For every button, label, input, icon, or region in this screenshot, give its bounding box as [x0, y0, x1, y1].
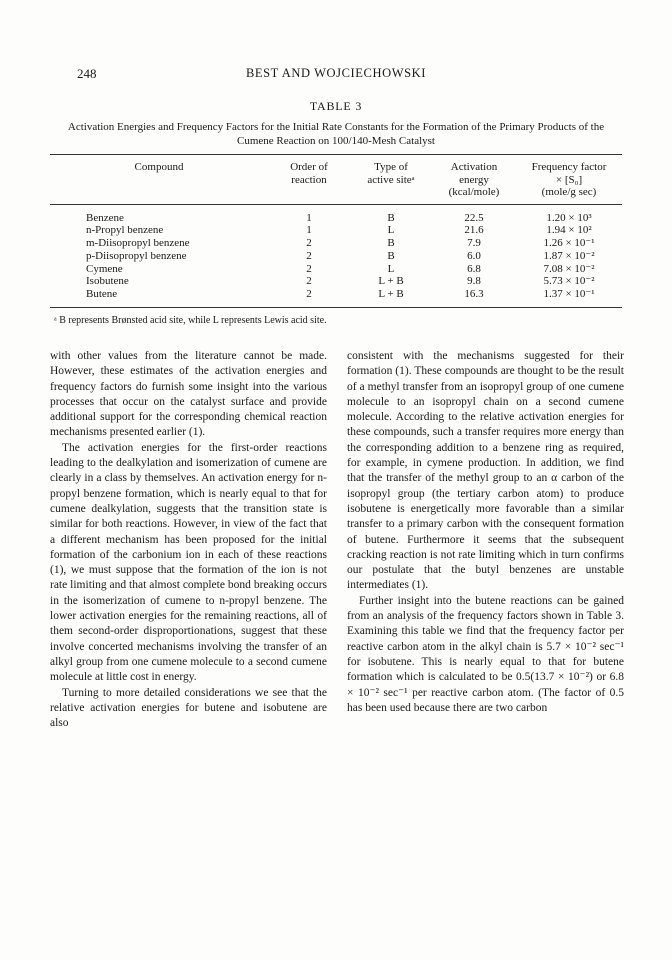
table-row [50, 237, 622, 250]
cell-compound: Butene [86, 288, 118, 301]
page-number: 248 [77, 66, 97, 81]
cell-compound: Cymene [86, 262, 123, 275]
cell-compound: n-Propyl benzene [86, 224, 164, 237]
table-row [50, 275, 622, 288]
body-text [50, 349, 624, 731]
cell-site: B [387, 211, 395, 224]
running-head [77, 66, 595, 84]
cell-site: B [387, 237, 395, 250]
cell-freq: 1.94 × 10² [546, 224, 592, 237]
cell-energy: 6.0 [467, 249, 481, 262]
cell-freq: 1.87 × 10⁻² [543, 249, 595, 262]
cell-order: 2 [306, 288, 312, 301]
cell-order: 2 [306, 275, 312, 288]
cell-freq: 1.20 × 10³ [546, 211, 592, 224]
cell-site: L + B [378, 288, 404, 301]
cell-energy: 21.6 [464, 224, 484, 237]
column-header-activation-energy [432, 155, 516, 205]
table-row [50, 224, 622, 237]
column-header-line: reaction [291, 173, 327, 186]
paragraph: Turning to more detailed considerations we see that the relative activation energies for butene and isobutene are also [50, 686, 327, 730]
table-label: TABLE 3 [309, 99, 363, 113]
column-header-line: energy [459, 173, 489, 186]
table-3 [50, 99, 622, 327]
paragraph: The activation energies for the first-order reactions leading to the dealkylation and isomerization of cumene are clearly in a class by themselves. An activation energy for n-propyl benzene formation, which is nearly equal to that for cumene dealkylation, suggests that the transition state is similar for both reactions. However, in view of the fact that a different mechanism has been proposed for the initial formation of the carbonium ion in each of these reactions (1), we must suppose that the formation of the ion is not rate limiting and that almost complete bond breaking occurs in the isomerization of cumene to n-propyl benzene. The lower activation energies for the remaining reactions, all of them second-order disproportionations, suggest that these involve concerted mechanisms involving the transfer of an alkyl group from one cumene molecule to a second cumene molecule at little cost in energy. [50, 441, 327, 684]
paragraph: with other values from the literature cannot be made. However, these estimates of the activation energies and frequency factors do furnish some insight into the various processes that occur on the catalyst surface and provide additional support for the corresponding chemical reaction mechanisms presented earlier (1). [50, 350, 327, 439]
column-header-line: active siteᵃ [367, 173, 415, 186]
column-header-line: (mole/g sec) [541, 186, 597, 198]
column-header-line: Activation [450, 161, 498, 173]
paragraph: Further insight into the butene reactions can be gained from an analysis of the frequency factors shown in Table 3. Examining this table we find that the frequency factor per reactive carbon atom in the alkyl chain is 5.7 × 10⁻² sec⁻¹ for isobutene. This is nearly equal to that for butene formation which is calculated to be 0.5(13.7 × 10⁻²) or 6.8 × 10⁻² sec⁻¹ per reactive carbon atom. (The factor of 0.5 has been used because there are two carbon [347, 594, 624, 714]
column-header-line: (kcal/mole) [448, 186, 500, 198]
cell-site: L [387, 224, 395, 237]
table-row [50, 204, 622, 224]
cell-energy: 16.3 [464, 288, 484, 301]
table-caption: Activation Energies and Frequency Factors for the Initial Rate Constants for the Formation of the Primary Products of the Cumene Reaction on 100/140-Mesh Catalyst [67, 121, 605, 147]
cell-freq: 5.73 × 10⁻² [543, 275, 595, 288]
column-header-line: Frequency factor [531, 161, 607, 173]
column-header-line: Order of [290, 161, 328, 173]
cell-order: 2 [306, 249, 312, 262]
table-body [50, 204, 622, 308]
column-header-compound [50, 155, 268, 205]
cell-freq: 1.26 × 10⁻¹ [543, 237, 595, 250]
table-row [50, 288, 622, 307]
cell-order: 1 [306, 224, 312, 237]
cell-energy: 7.9 [467, 237, 481, 250]
column-header-line: × [S₀] [555, 173, 583, 186]
cell-energy: 9.8 [467, 275, 481, 288]
column-header-line: Type of [374, 161, 408, 173]
cell-freq: 7.08 × 10⁻² [543, 262, 595, 275]
cell-compound: Benzene [86, 211, 124, 224]
cell-site: L [387, 262, 395, 275]
cell-compound: p-Diisopropyl benzene [86, 249, 187, 262]
column-header-order [268, 155, 350, 205]
cell-order: 2 [306, 237, 312, 250]
right-column [347, 349, 624, 731]
left-column [50, 349, 327, 731]
table-row [50, 250, 622, 263]
paragraph: consistent with the mechanisms suggested for their formation (1). These compounds are thought to be the result of a methyl transfer from an isopropyl group of one cumene molecule to an isopropyl chain on a second cumene molecule. According to the relative activation energies for these compounds, such a transfer requires more energy than the corresponding addition to a benzene ring as required, for example, in cymene production. In addition, we find that the transfer of the methyl group to an α carbon of the isopropyl group (the tertiary carbon atom) to produce isobutene is energetically more favorable than a similar transfer to a primary carbon with the consequent formation of butene. Furthermore it seems that the subsequent cracking reaction is not rate limiting which in turn confirms our postulate that the butyl benzenes are unstable intermediates (1). [347, 350, 624, 592]
column-header-frequency-factor [516, 155, 622, 205]
cell-compound: m-Diisopropyl benzene [86, 237, 190, 250]
cell-order: 1 [306, 211, 312, 224]
cell-energy: 6.8 [467, 262, 481, 275]
cell-energy: 22.5 [464, 211, 484, 224]
table-row [50, 263, 622, 276]
data-table [50, 154, 622, 308]
cell-compound: Isobutene [86, 275, 129, 288]
column-header-line: Compound [134, 161, 184, 173]
running-title: BEST AND WOJCIECHOWSKI [245, 66, 427, 80]
cell-freq: 1.37 × 10⁻¹ [543, 288, 595, 301]
cell-order: 2 [306, 262, 312, 275]
column-header-site-type [350, 155, 432, 205]
cell-site: B [387, 249, 395, 262]
table-footnote: ᵃ B represents Brønsted acid site, while L represents Lewis acid site. [54, 315, 327, 327]
cell-site: L + B [378, 275, 404, 288]
table-header-row [50, 155, 622, 205]
